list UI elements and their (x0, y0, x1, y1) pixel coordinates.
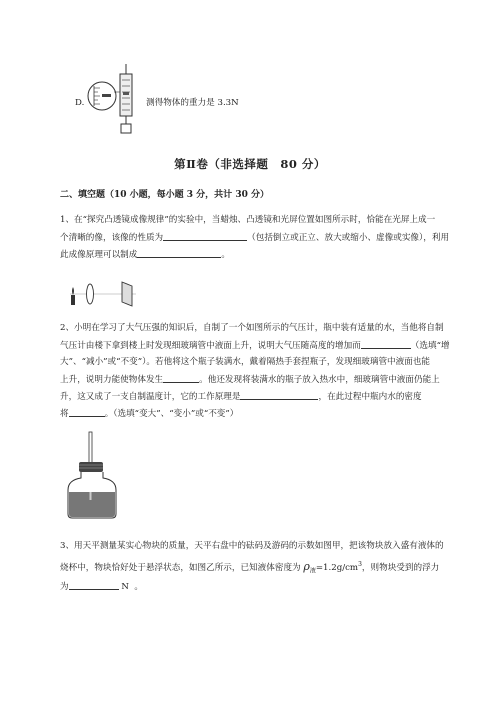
option-d-label: D. (75, 98, 85, 108)
q2-blank-2 (163, 371, 199, 383)
q2-line5: 升，这又成了一支自制温度计，它的工作原理是 ，在此过程中瓶内水的密度 (60, 388, 422, 405)
q2-blank-4 (69, 405, 105, 417)
rho-symbol: ρ (303, 559, 310, 573)
q3-line1: 3、用天平测量某实心物块的质量，天平右盘中的砝码及游码的示数如图甲，把该物块放入盛有液体的 (60, 541, 444, 551)
q1-line2: 个清晰的像，该像的性质为 （包括倒立或正立、放大或缩小、虚像或实像），利用 (60, 229, 449, 246)
q2-line6: 将 。（选填“变大”、“变小”或“不变”） (60, 405, 238, 422)
q2-blank-1 (361, 337, 411, 349)
q1-line1: 1、在“探究凸透镜成像规律”的实验中，当蜡烛、凸透镜和光屏位置如图所示时，恰能在光屏上成一 (60, 215, 436, 225)
q2-line2: 气压计由楼下拿到楼上时发现细玻璃管中液面上升，说明大气压随高度的增加而 （选填“增 (60, 337, 450, 354)
lens-setup-figure (66, 278, 138, 308)
spring-scale-figure (86, 62, 146, 138)
q3-line2: 烧杯中，物块恰好处于悬浮状态，如图乙所示，已知液体密度为 $\rho_液=1.2g/cm^3$，则物块受到的浮力 (60, 559, 440, 575)
q1-line3: 此成像原理可以制成 。 (60, 246, 230, 263)
part-heading: 二、填空题（10 小题，每小题 3 分，共计 30 分） (60, 190, 269, 200)
q2-line3: 大”、“减小”或“不变”）。若他将这个瓶子装满水，戴着隔热手套捏瓶子，发现细玻璃管中液面也能 (60, 357, 431, 367)
q2-blank-3 (240, 388, 318, 400)
option-d-text: 测得物体的重力是 3.3N (146, 98, 239, 108)
rho-subscript: 液 (309, 567, 316, 575)
q3-line3: 为 N 。 (60, 578, 143, 595)
density-value: =1.2g/cm (315, 562, 359, 573)
density-unit-exponent: 3 (358, 561, 362, 568)
q2-line1: 2、小明在学习了大气压强的知识后，自制了一个如图所示的气压计，瓶中装有适量的水，当他将自制 (60, 323, 444, 333)
q1-blank-2 (137, 246, 221, 258)
q3-blank-1 (69, 578, 119, 590)
q2-line4: 上升，说明力能使物体发生 。他还发现将装满水的瓶子放入热水中，细玻璃管中液面仍能上 (60, 371, 440, 388)
section-title: 第Ⅱ卷（非选择题 80 分） (174, 157, 326, 171)
barometer-bottle-figure (62, 430, 124, 522)
q1-blank-1 (163, 229, 247, 241)
